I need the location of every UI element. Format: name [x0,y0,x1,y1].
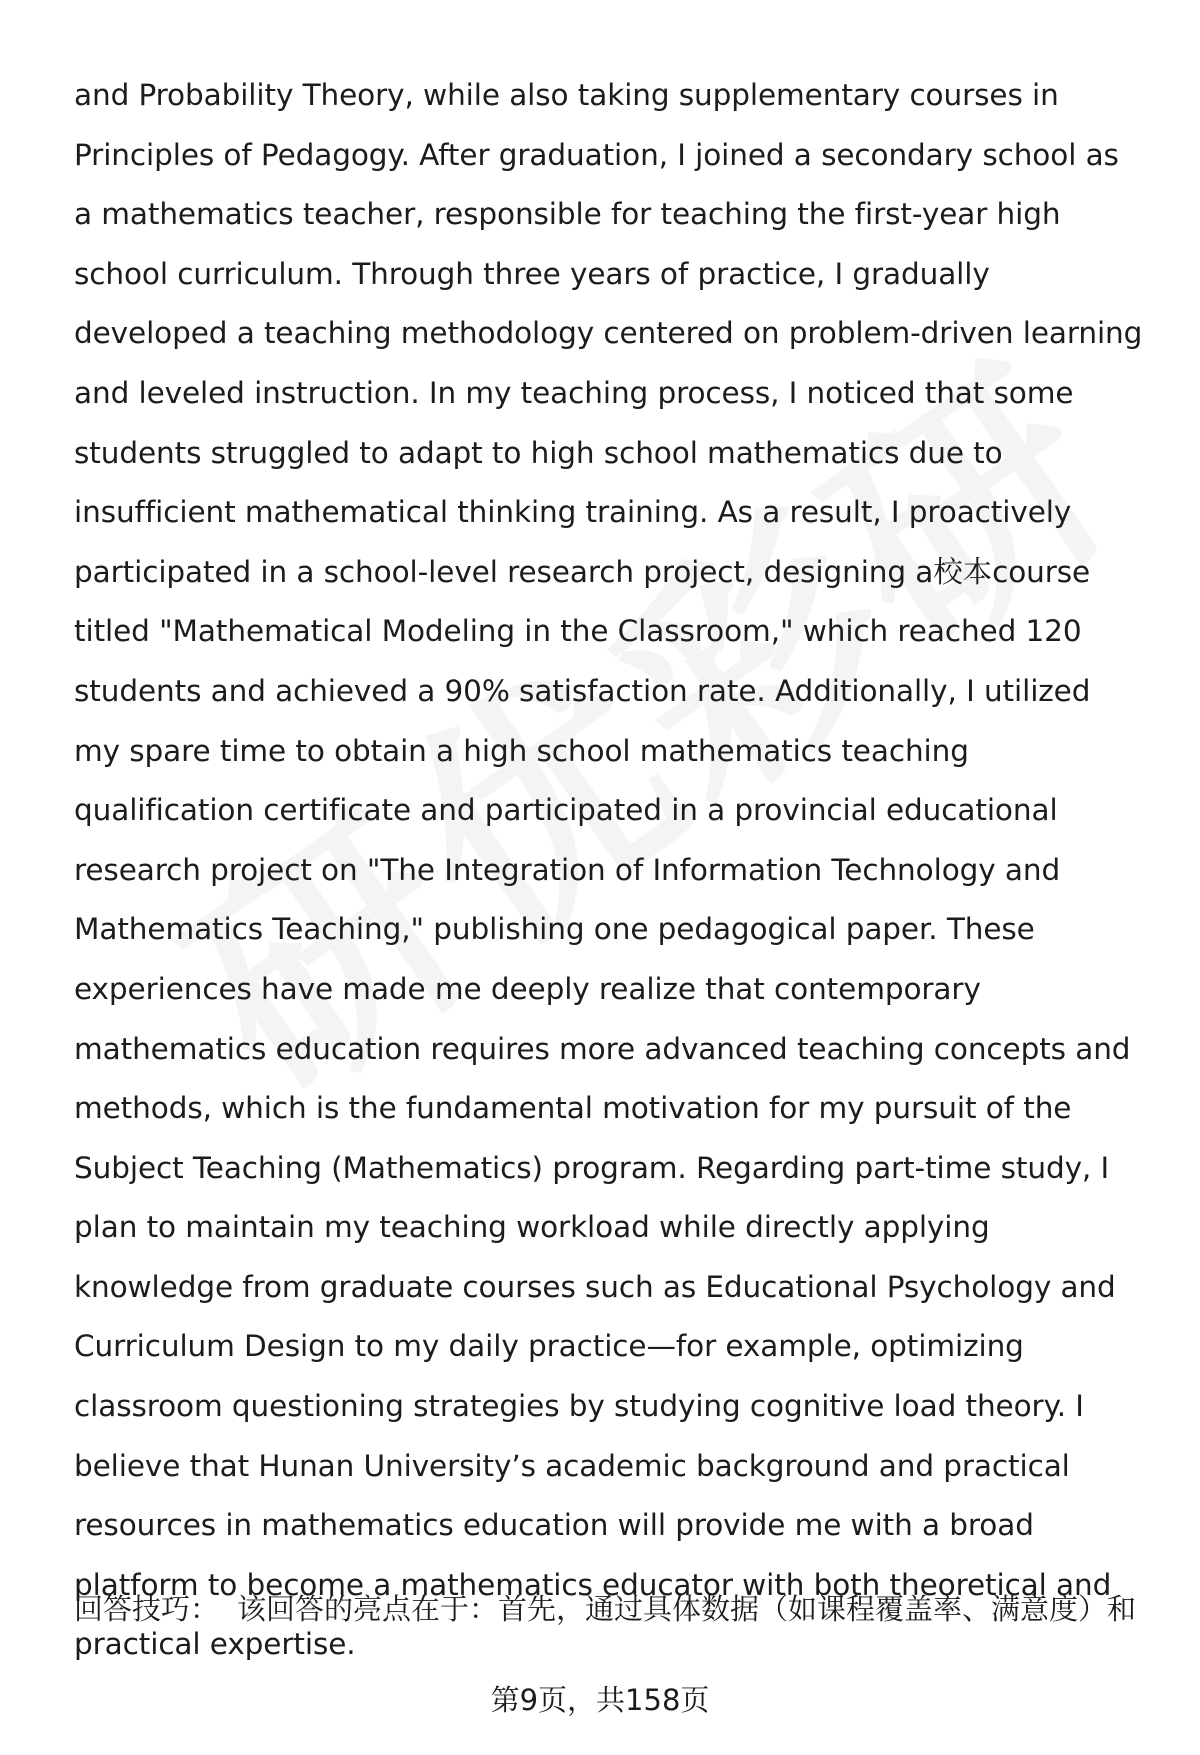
body-paragraph: and Probability Theory, while also taking supplementary courses in Principles of Pedagogy. After graduation, I joined a secondary school as a mathematics teacher, responsible for teaching the first-year high school curriculum. Through three years of practice, I gradually developed a teaching methodology centered on problem-driven learning and leveled instruction. In my teaching process, I noticed that some students struggled to adapt to high school mathematics due to insufficient mathematical thinking training. As a result, I proactively participated in a school-level research project, designing a校本course titled "Mathematical Modeling in the Classroom," which reached 120 students and achieved a 90% satisfaction rate. Additionally, I utilized my spare time to obtain a high school mathematics teaching qualification certificate and participated in a provincial educational research project on "The Integration of Information Technology and Mathematics Teaching," publishing one pedagogical paper. These experiences have made me deeply realize that contemporary mathematics education requires more advanced teaching concepts and methods, which is the fundamental motivation for my pursuit of the Subject Teaching (Mathematics) program. Regarding part-time study, I plan to maintain my teaching workload while directly applying knowledge from graduate courses such as Educational Psychology and Curriculum Design to my daily practice—for example, optimizing classroom questioning strategies by studying cognitive load theory. I believe that Hunan University’s academic background and practical resources in mathematics education will provide me with a broad platform to become a mathematics educator with both theoretical and practical expertise. [74,78,1143,1662]
tip-label: 回答技巧： [74,1592,220,1626]
answer-tip [74,1589,1154,1629]
tip-text: 该回答的亮点在于：首先，通过具体数据（如课程覆盖率、满意度）和 [237,1592,1137,1626]
page-indicator: 第9页，共158页 [490,1683,710,1717]
